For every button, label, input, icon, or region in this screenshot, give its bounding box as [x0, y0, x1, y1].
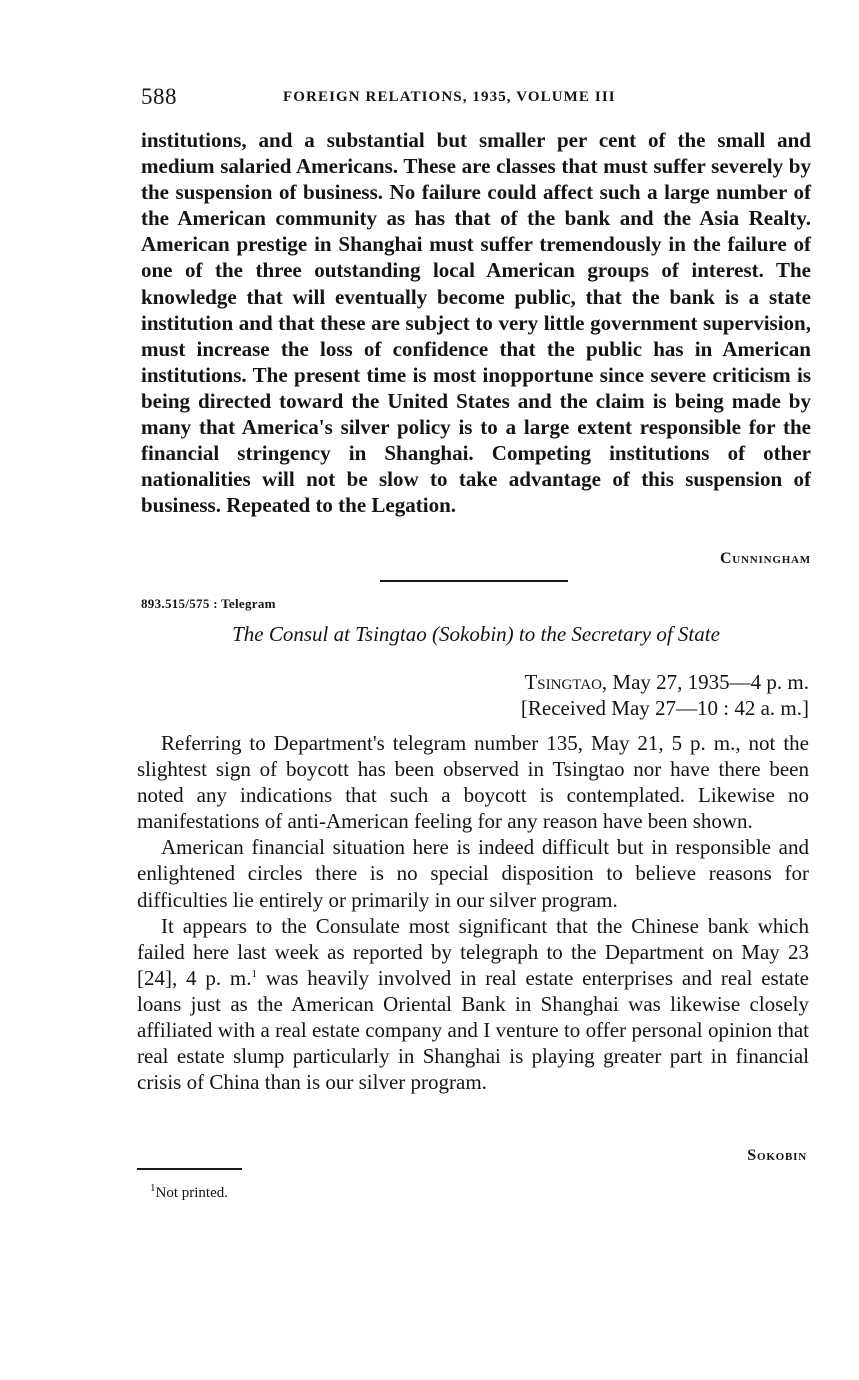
signature-sokobin: Sokobin: [747, 1147, 807, 1164]
footnote-rule: [137, 1168, 242, 1170]
dateline-place: Tsingtao: [524, 670, 602, 694]
telegram-body: [137, 730, 809, 1095]
running-head: [141, 84, 811, 112]
file-reference: 893.515/575 : Telegram: [141, 596, 276, 611]
dateline: [524, 670, 809, 695]
received-line: [Received May 27—10 : 42 a. m.]: [520, 696, 809, 720]
section-divider: [380, 580, 568, 582]
footnote-marker: 1: [251, 967, 257, 980]
telegram-paragraph-3: [137, 913, 809, 1096]
running-title: FOREIGN RELATIONS, 1935, VOLUME III: [283, 89, 616, 105]
telegram-paragraph-1: Referring to Department's telegram number 135, May 21, 5 p. m., not the slightest sign of boycott has been observed in Tsingtao nor have there been noted any indications that such a boycott is contemplated. Likewise no manifestations of anti-American feeling for any reason have been shown.: [137, 731, 809, 834]
document-title: The Consul at Tsingtao (Sokobin) to the Secretary of State: [232, 622, 720, 646]
page-number: 588: [141, 84, 177, 109]
footnote: [150, 1182, 228, 1202]
footnote-text: Not printed.: [155, 1185, 228, 1201]
footnote-number: 1: [150, 1182, 156, 1194]
telegram-paragraph-3-end: was heavily involved in real estate enterprises and real estate loans just as the American Oriental Bank in Shanghai was likewise closely affiliated with a real estate company and I venture to offer personal opinion that real estate slump particularly in Shanghai is playing greater part in financial crisis of China than is our silver program.: [137, 965, 809, 1095]
dateline-date: , May 27, 1935—4 p. m.: [601, 670, 809, 694]
telegram-paragraph-2: American financial situation here is indeed difficult but in responsible and enlightened circles there is no special disposition to believe reasons for difficulties lie entirely or primarily in our silver program.: [137, 835, 809, 912]
telegram-paragraph-3-start: It appears to the Consulate most significant that the Chinese bank which failed here last week as reported by telegraph to the Department on May 23 [24], 4 p. m.: [137, 913, 809, 990]
signature-cunningham: Cunningham: [719, 550, 811, 567]
continued-paragraph: institutions, and a substantial but smaller per cent of the small and medium salaried Americans. These are classes that must suffer severely by the suspension of business. No failure could affect such a large number of the American community as has that of the bank and the Asia Realty. American prestige in Shanghai must suffer tremendously in the failure of one of the three outstanding local American groups of interest. The knowledge that will eventually become public, that the bank is a state institution and that these are subject to very little government supervision, must increase the loss of confidence that the public has in American institutions. The present time is most inopportune since severe criticism is being directed toward the United States and the claim is being made by many that America's silver policy is to a large extent responsible for the financial stringency in Shanghai. Competing institutions of other nationalities will not be slow to take advantage of this suspension of business. Repeated to the Legation.: [141, 128, 811, 518]
